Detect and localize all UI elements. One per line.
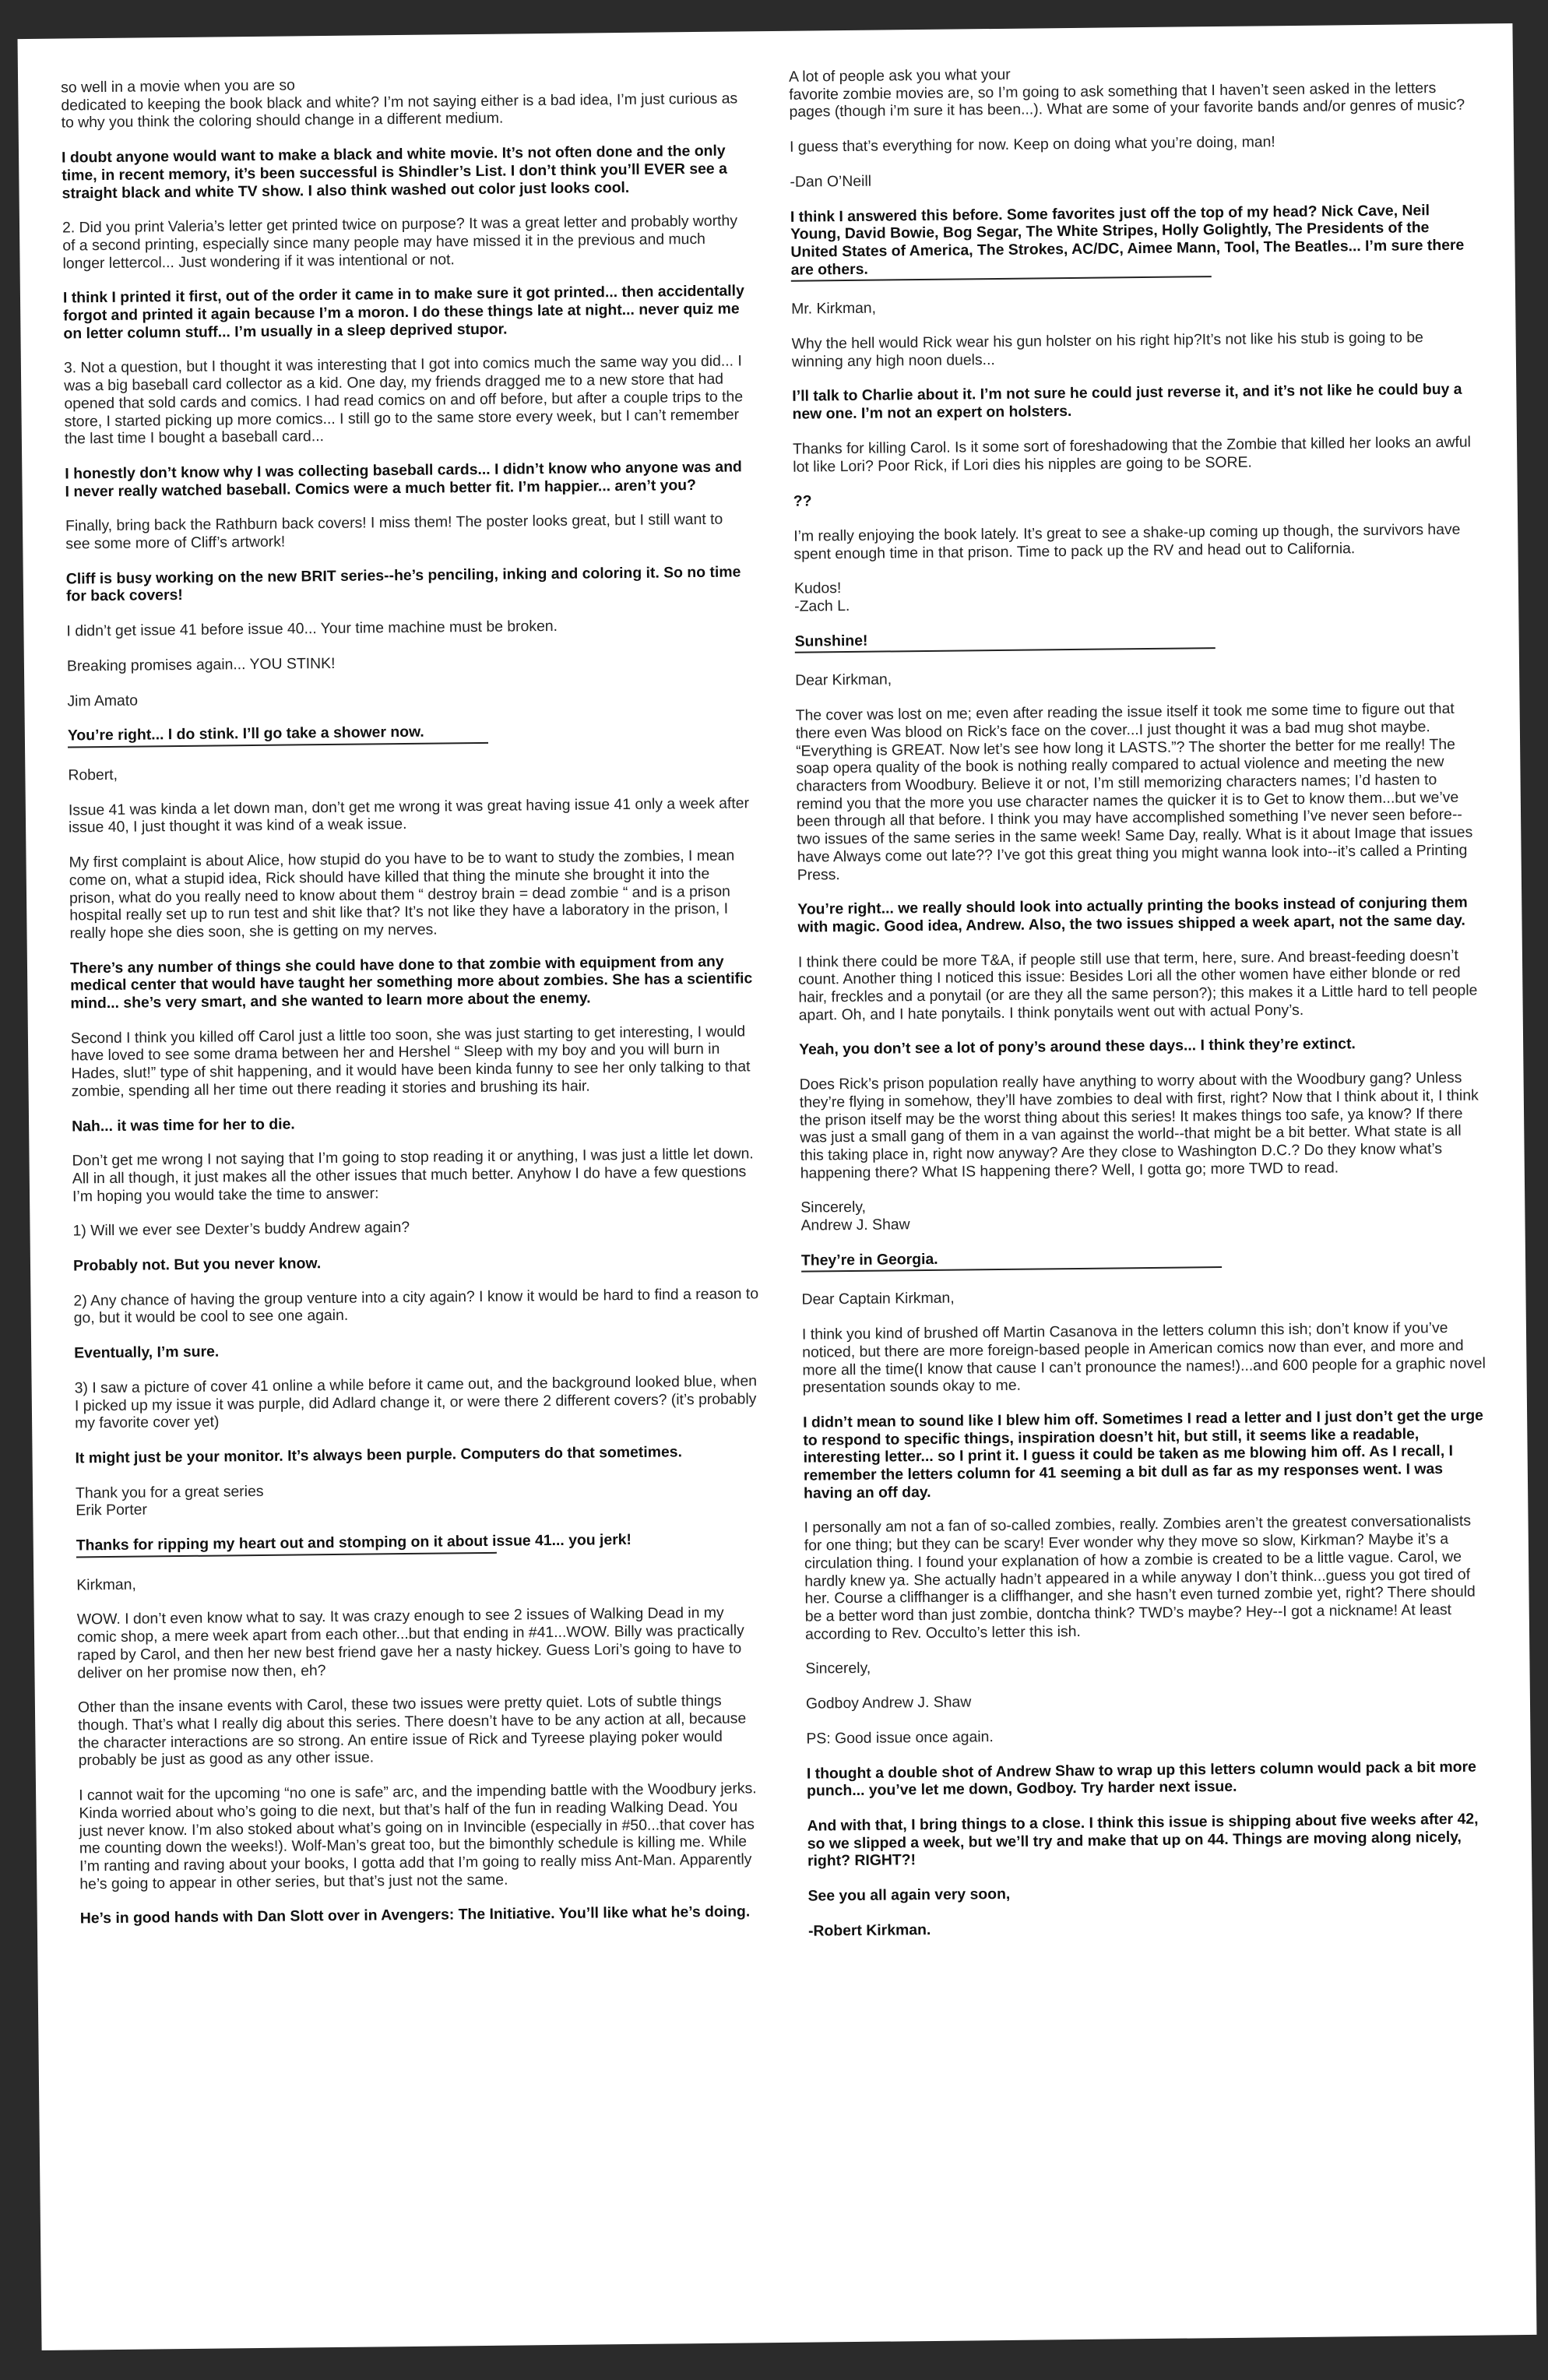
letter-paragraph: I think there could be more T&A, if people still use that term, here, sure. And breast-feeding doesn’t count. Another thing I noticed this issue: Besides Lori all the other women have either blonde or red hair, freckles and a ponytail (or are they all the same person?); this makes it a Little hard to tell people apart. Oh, and I hate ponytails. I think ponytails went out with actual Pony’s.: [797, 946, 1478, 1024]
letter-paragraph: Kudos! -Zach L.: [793, 579, 850, 615]
letter-paragraph: Jim Amato: [67, 692, 139, 710]
editor-response: I doubt anyone would want to make a black and white movie. It’s not often done and the only time, in recent memory, it’s been successful is Shindler’s List. I don’t think you’ll EVER see a straight black and white TV show. I also think washed out color just looks cool.: [61, 142, 727, 202]
letter-paragraph: Robert,: [68, 766, 118, 784]
letter-paragraph: I cannot wait for the upcoming “no one is safe” arc, and the impending battle with the Woodbury jerks. Kinda worried about who’s going to die next, but that’s half of the fun in reading Walking Dead. You just never know. I’m also stoked about what’s going on in Invincible (especially in #50...that cover has me counting down the weeks!). Wolf-Man’s great too, but the bimonthly schedule is killing me. While I’m ranting and raving about your books, I gotta add that I’m going to really miss Ant-Man. Apparently he’s going to appear in other series, but that’s just not the same.: [79, 1780, 757, 1893]
letter-paragraph: 3) I saw a picture of cover 41 online a while before it came out, and the background looked blue, when I picked up my issue it was purple, did Adlard change it, or were there 2 different covers? (it’s probably my favorite cover yet): [74, 1372, 758, 1432]
editor-response: Probably not. But you never know.: [72, 1255, 322, 1275]
editor-response: See you all again very soon,: [807, 1885, 1011, 1905]
editor-response: You’re right... I do stink. I’ll go take a shower now.: [67, 723, 424, 745]
editor-response: You’re right... we really should look into actually printing the books instead of conjuring them with magic. Good idea, Andrew. Also, the two issues shipped a week apart, not the same day.: [797, 893, 1468, 936]
right-column: [789, 62, 1493, 1958]
editor-response: Sunshine!: [794, 632, 868, 650]
letter-paragraph: Kirkman,: [76, 1576, 136, 1594]
editor-response: There’s any number of things she could have done to that zombie with equipment from any medical center that would have taught her something more about zombies. She has a scientific mind... she’s very smart, and she wanted to learn more about the enemy.: [69, 952, 753, 1012]
letter-paragraph: Other than the insane events with Carol, these two issues were pretty quiet. Lots of subtle things though. That’s what I really dig about this series. There doesn’t have to be any action at all, because the character interactions are so strong. An entire issue of Rick and Tyreese playing poker would probably be just as good as any other issue.: [77, 1692, 747, 1769]
letter-paragraph: A lot of people ask you what your favorite zombie movies are, so I’m going to ask something that I haven’t seen asked in the letters pages (though i’m sure it has been...). What are some of your favorite bands and/or genres of music?: [788, 65, 1465, 121]
editor-response: It might just be your monitor. It’s always been purple. Computers do that sometimes.: [75, 1443, 683, 1467]
letter-paragraph: 2. Did you print Valeria’s letter get printed twice on purpose? It was a great letter and probably worthy of a second printing, especially since many people may have missed it in the previous and much longer lettercol... Just wondering if it was intentional or not.: [62, 212, 738, 273]
letter-paragraph: I think you kind of brushed off Martin Casanova in the letters column this ish; don’t know if you’ve noticed, but there are more foreign-based people in American comics now than ever, and more and more all the time(I know that cause I can’t pronounce the names!)...and 600 people for a graphic novel presentation sounds okay to me.: [801, 1319, 1486, 1396]
letter-paragraph: Why the hell would Rick wear his gun holster on his right hip?It’s not like his stub is going to be winning any high noon duels...: [791, 329, 1423, 371]
letter-paragraph: I guess that’s everything for now. Keep on doing what you’re doing, man!: [789, 133, 1275, 156]
left-column: [61, 72, 765, 1945]
letter-paragraph: Thanks for killing Carol. Is it some sort of foreshadowing that the Zombie that killed her looks an awful lot like Lori? Poor Rick, if Lori dies his nipples are going to be SORE.: [792, 433, 1471, 476]
letter-paragraph: Sincerely, Andrew J. Shaw: [800, 1199, 910, 1234]
letter-paragraph: 2) Any chance of having the group venture into a city again? I know it would be hard to find a reason to go, but it would be cool to see one again.: [73, 1285, 759, 1327]
editor-response: I’ll talk to Charlie about it. I’m not sure he could just reverse it, and it’s not like he could buy a new one. I’m not an expert on holsters.: [792, 381, 1462, 423]
editor-response: Yeah, you don’t see a lot of pony’s around these days... I think they’re extinct.: [799, 1035, 1356, 1059]
editor-response: They’re in Georgia.: [800, 1250, 938, 1269]
letter-paragraph: Godboy Andrew J. Shaw: [805, 1693, 972, 1713]
letter-paragraph: I’m really enjoying the book lately. It’s great to see a shake-up coming up though, the survivors have spent enough time in that prison. Time to pack up the RV and head out to California.: [793, 520, 1461, 563]
letter-paragraph: I personally am not a fan of so-called zombies, really. Zombies aren’t the greatest conversationalists for one thing; but they can be scary! Ever wonder why they move so slow, Kirkman? Maybe it’s a circulation thing. I found your explanation of how a zombie is created to be a little vague. Carol, we hardly knew ya. She actually hadn’t appeared in a while anyway I don’t think...guess you got tired of her. Course a cliffhanger is a cliffhanger, and she hasn’t even turned zombie yet, right? There should be a better word than just zombie, dontcha think? TWD’s maybe? Hey--I got a nickname! At least according to Rev. Occulto’s letter this ish.: [804, 1512, 1476, 1643]
editor-response: ??: [793, 492, 812, 510]
letter-paragraph: Second I think you killed off Carol just a little too soon, she was just starting to get interesting, I would have loved to see some drama between her and Hershel “ Sleep with my boy and you will burn in Hades, slut!” type of shit happening, and it would have been kinda funny to see her only talking to that zombie, spending all her time out there reading it stories and brushing its hair.: [70, 1023, 751, 1100]
editor-response: Eventually, I’m sure.: [74, 1343, 220, 1362]
letter-paragraph: WOW. I don’t even know what to say. It was crazy enough to see 2 issues of Walking Dead in my comic shop, a mere week apart from each other...but that ending in #41...WOW. Billy was practically raped by Carol, and then her new best friend gave her a nasty hickey. Guess Lori’s going to have to deliver on her promise now then, eh?: [76, 1604, 744, 1682]
letter-paragraph: -Dan O’Neill: [790, 172, 872, 191]
letter-paragraph: PS: Good issue once again.: [806, 1727, 994, 1748]
letter-paragraph: Sincerely,: [805, 1660, 871, 1678]
editor-response: He’s in good hands with Dan Slott over in Avengers: The Initiative. You’ll like what he’s doing.: [79, 1903, 751, 1928]
editor-response: I think I answered this before. Some favorites just off the top of my head? Nick Cave, Neil Young, David Bowie, Bog Segar, The White Stripes, Holly Golightly, The Presidents of the United States of America, The Strokes, AC/DC, Aimee Mann, Tool, The Beatles... I’m sure there are others.: [790, 201, 1465, 279]
editor-response: And with that, I bring things to a close. I think this issue is shipping about five weeks after 42, so we slipped a week, but we’ll try and make that up on 44. Things are moving along nicely, right? RIGHT?!: [807, 1810, 1479, 1870]
letter-paragraph: Mr. Kirkman,: [791, 299, 877, 319]
letter-paragraph: The cover was lost on me; even after reading the issue itself it took me some time to figure out that there even Was blood on Rick’s face on the cover...I just thought it was a bad mug shot maybe. “Everything is GREAT. Now let’s see how long it LASTS.”? The shorter the better for me really! The soap opera quality of the book is nothing really compared to actual violence and meeting the new characters from Woodbury. Believe it or not, I’m still memorizing characters names; I’d hasten to remind you that the more you use character names the quicker it is to Get to know them...but we’ve been through all that before. I think you may have accomplished something I’ve never seen before--two issues of the same series in the same week! Same Day, really. What is it about Image that issues have Always come out late?? I’ve got this great thing you might wanna look into--it’s called a Printing Press.: [795, 700, 1473, 884]
letter-paragraph: Thank you for a great series Erik Porter: [75, 1482, 264, 1519]
letter-paragraph: 1) Will we ever see Dexter’s buddy Andrew again?: [72, 1219, 410, 1240]
editor-response: Nah... it was time for her to die.: [72, 1115, 295, 1135]
letter-paragraph: Does Rick’s prison population really have anything to worry about with the Woodbury gang? Unless they’re flying in somehow, they’ll have zombies to deal with first, right? Now that I think about it, I think the prison itself may be the worst thing about this series! It makes things too safe, ya know? If there was just a small gang of them in a van against the world--that might be a bit better. What state is all this taking place in, right now anyway? Are they close to Washington D.C.? Do they know what’s happening there? What IS happening there? Well, I gotta go; more TWD to read.: [799, 1069, 1479, 1182]
letter-paragraph: so well in a movie when you are so dedicated to keeping the book black and white? I’m not saying either is a bad idea, I’m just curious as to why you think the coloring should change in a different medium.: [61, 76, 738, 132]
letter-paragraph: My first complaint is about Alice, how stupid do you have to be to want to study the zombies, I mean come on, what a stupid idea, Rick should have killed that thing the minute she brought it into the prison, what do you really need to know about them “ destroy brain = dead zombie “ and is a prison hospital really set up to run test and shit like that? It’s not like they have a laboratory in the prison, I really hope she dies soon, she is getting on my nerves.: [69, 847, 735, 942]
letter-paragraph: Issue 41 was kinda a let down man, don’t get me wrong it was great having issue 41 only a week after issue 40, I just thought it was kind of a weak issue.: [68, 794, 750, 836]
editor-response: I think I printed it first, out of the order it came in to make sure it got printed... then accidentally forgot and printed it again because I’m a moron. I do these things late at night... never quiz me on letter column stuff... I’m usually in a sleep deprived stupor.: [62, 282, 744, 343]
editor-response: I honestly don’t know why I was collecting baseball cards... I didn’t know who anyone was and I never really watched baseball. Comics were a much better fit. I’m happier... aren’t you?: [65, 458, 742, 501]
letter-paragraph: Finally, bring back the Rathburn back covers! I miss them! The poster looks great, but I still want to see some more of Cliff’s artwork!: [65, 511, 723, 553]
letter-paragraph: Don’t get me wrong I not saying that I’m going to stop reading it or anything, I was just a little let down. All in all though, it just makes all the other issues that much better. Anyhow I do have a few questions I’m hoping you would take the time to answer:: [72, 1145, 754, 1206]
letters-page: [18, 23, 1537, 2350]
editor-response: I thought a double shot of Andrew Shaw to wrap up this letters column would pack a bit more punch... you’ve let me down, Godboy. Try harder next issue.: [806, 1758, 1477, 1800]
letter-paragraph: Dear Kirkman,: [795, 671, 892, 690]
editor-response: Cliff is busy working on the new BRIT series--he’s penciling, inking and coloring it. So no time for back covers!: [65, 563, 741, 605]
editor-response: -Robert Kirkman.: [807, 1921, 931, 1940]
letter-paragraph: Breaking promises again... YOU STINK!: [66, 654, 336, 675]
letter-paragraph: 3. Not a question, but I thought it was interesting that I got into comics much the same way you did... I was a big baseball card collector as a kid. One day, my friends dragged me to a new store that had opened that sold cards and comics. I had read comics on and off before, but after a couple trips to the store, I started picking up more comics... I still go to the same store every week, but I can’t remember the last time I bought a baseball card...: [63, 352, 744, 448]
editor-response: I didn’t mean to sound like I blew him off. Sometimes I read a letter and I just don’t get the urge to respond to specific things, inspiration doesn’t hit, but still, it seems like a readable, interesting letter... so I print it. I guess it could be taken as me blowing him off. As I recall, I remember the letters column for 41 seeming a bit dull as far as my responses went. I was having an off day.: [803, 1407, 1484, 1502]
letter-paragraph: I didn’t get issue 41 before issue 40... Your time machine must be broken.: [66, 618, 558, 640]
letter-paragraph: Dear Captain Kirkman,: [801, 1290, 955, 1309]
editor-response: Thanks for ripping my heart out and stomping on it about issue 41... you jerk!: [76, 1531, 632, 1554]
